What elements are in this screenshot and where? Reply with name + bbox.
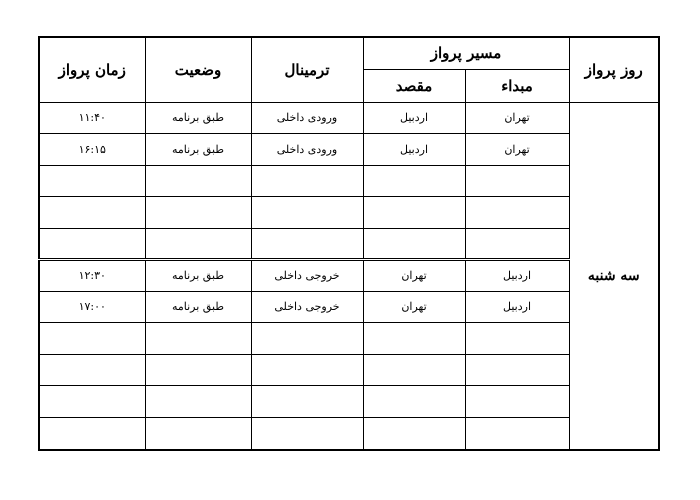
day-cell: سه شنبه [569, 102, 659, 450]
header-origin: مبداء [465, 69, 569, 102]
destination-cell: اردبیل [363, 102, 465, 134]
terminal-cell [251, 197, 363, 229]
terminal-cell: ورودی داخلی [251, 134, 363, 166]
terminal-cell [251, 354, 363, 386]
origin-cell [465, 165, 569, 197]
schedule-body [39, 102, 659, 450]
table-row [39, 165, 659, 197]
destination-cell: تهران [363, 260, 465, 292]
destination-cell [363, 197, 465, 229]
status-cell: طبق برنامه [145, 260, 251, 292]
terminal-cell [251, 165, 363, 197]
terminal-cell: خروجی داخلی [251, 291, 363, 323]
origin-cell [465, 228, 569, 260]
destination-cell [363, 323, 465, 355]
terminal-cell: خروجی داخلی [251, 260, 363, 292]
origin-cell: تهران [465, 102, 569, 134]
table-row [39, 323, 659, 355]
status-cell [145, 228, 251, 260]
status-cell [145, 354, 251, 386]
status-cell [145, 417, 251, 450]
time-cell [39, 197, 145, 229]
table-row [39, 386, 659, 418]
table-row [39, 260, 659, 292]
header-terminal: ترمینال [251, 37, 363, 102]
origin-cell: تهران [465, 134, 569, 166]
time-cell [39, 228, 145, 260]
table-row [39, 134, 659, 166]
time-cell: ۱۷:۰۰ [39, 291, 145, 323]
header-route: مسیر پرواز [363, 37, 569, 69]
header-destination: مقصد [363, 69, 465, 102]
time-cell [39, 165, 145, 197]
table-row [39, 291, 659, 323]
terminal-cell [251, 417, 363, 450]
status-cell: طبق برنامه [145, 291, 251, 323]
time-cell [39, 323, 145, 355]
status-cell: طبق برنامه [145, 134, 251, 166]
terminal-cell: ورودی داخلی [251, 102, 363, 134]
origin-cell [465, 197, 569, 229]
destination-cell [363, 386, 465, 418]
table-row [39, 228, 659, 260]
table-row [39, 354, 659, 386]
time-cell: ۱۲:۳۰ [39, 260, 145, 292]
status-cell [145, 165, 251, 197]
header-time: زمان پرواز [39, 37, 145, 102]
origin-cell [465, 323, 569, 355]
destination-cell [363, 228, 465, 260]
destination-cell [363, 354, 465, 386]
destination-cell: اردبیل [363, 134, 465, 166]
origin-cell: اردبیل [465, 291, 569, 323]
header-day: روز پرواز [569, 37, 659, 102]
terminal-cell [251, 386, 363, 418]
flight-schedule-table [38, 36, 660, 451]
destination-cell [363, 165, 465, 197]
origin-cell: اردبیل [465, 260, 569, 292]
time-cell [39, 417, 145, 450]
destination-cell [363, 417, 465, 450]
origin-cell [465, 417, 569, 450]
table-row [39, 197, 659, 229]
status-cell [145, 386, 251, 418]
status-cell [145, 197, 251, 229]
time-cell: ۱۱:۴۰ [39, 102, 145, 134]
terminal-cell [251, 323, 363, 355]
table-row [39, 417, 659, 450]
table-row [39, 102, 659, 134]
origin-cell [465, 354, 569, 386]
destination-cell: تهران [363, 291, 465, 323]
header-status: وضعیت [145, 37, 251, 102]
time-cell [39, 354, 145, 386]
status-cell: طبق برنامه [145, 102, 251, 134]
status-cell [145, 323, 251, 355]
time-cell [39, 386, 145, 418]
time-cell: ۱۶:۱۵ [39, 134, 145, 166]
origin-cell [465, 386, 569, 418]
terminal-cell [251, 228, 363, 260]
header-row [39, 37, 659, 69]
